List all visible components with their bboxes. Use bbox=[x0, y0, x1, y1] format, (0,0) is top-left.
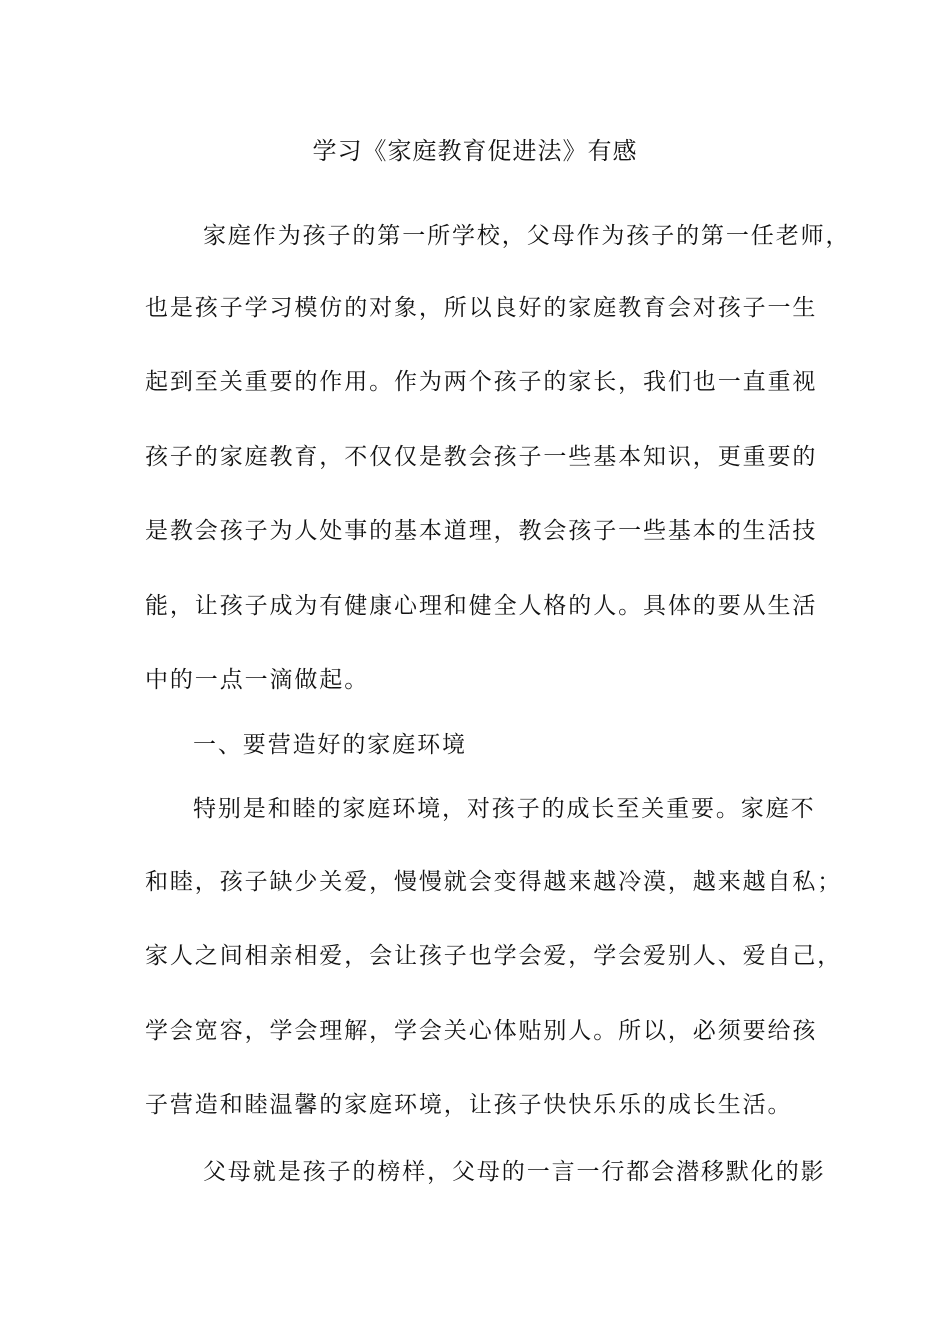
paragraph-line: 和睦，孩子缺少关爱，慢慢就会变得越来越冷漠，越来越自私； bbox=[145, 869, 843, 895]
paragraph-line: 能，让孩子成为有健康心理和健全人格的人。具体的要从生活 bbox=[145, 593, 818, 619]
paragraph-line: 家人之间相亲相爱，会让孩子也学会爱，学会爱别人、爱自己， bbox=[145, 943, 843, 969]
paragraph-line: 父母就是孩子的榜样，父母的一言一行都会潜移默化的影 bbox=[203, 1159, 826, 1185]
paragraph-line: 特别是和睦的家庭环境，对孩子的成长至关重要。家庭不 bbox=[193, 796, 816, 822]
section-heading: 一、要营造好的家庭环境 bbox=[193, 732, 467, 758]
document-title: 学习《家庭教育促进法》有感 bbox=[312, 137, 638, 165]
paragraph-line: 是教会孩子为人处事的基本道理，教会孩子一些基本的生活技 bbox=[145, 518, 818, 544]
paragraph-line: 子营造和睦温馨的家庭环境，让孩子快快乐乐的成长生活。 bbox=[145, 1092, 793, 1118]
paragraph-line: 也是孩子学习模仿的对象，所以良好的家庭教育会对孩子一生 bbox=[145, 295, 818, 321]
paragraph-line: 中的一点一滴做起。 bbox=[145, 667, 370, 693]
paragraph-line: 学会宽容，学会理解，学会关心体贴别人。所以，必须要给孩 bbox=[145, 1018, 818, 1044]
paragraph-line: 孩子的家庭教育，不仅仅是教会孩子一些基本知识，更重要的 bbox=[145, 444, 818, 470]
paragraph-line: 起到至关重要的作用。作为两个孩子的家长，我们也一直重视 bbox=[145, 369, 818, 395]
paragraph-line: 家庭作为孩子的第一所学校，父母作为孩子的第一任老师， bbox=[203, 223, 851, 249]
